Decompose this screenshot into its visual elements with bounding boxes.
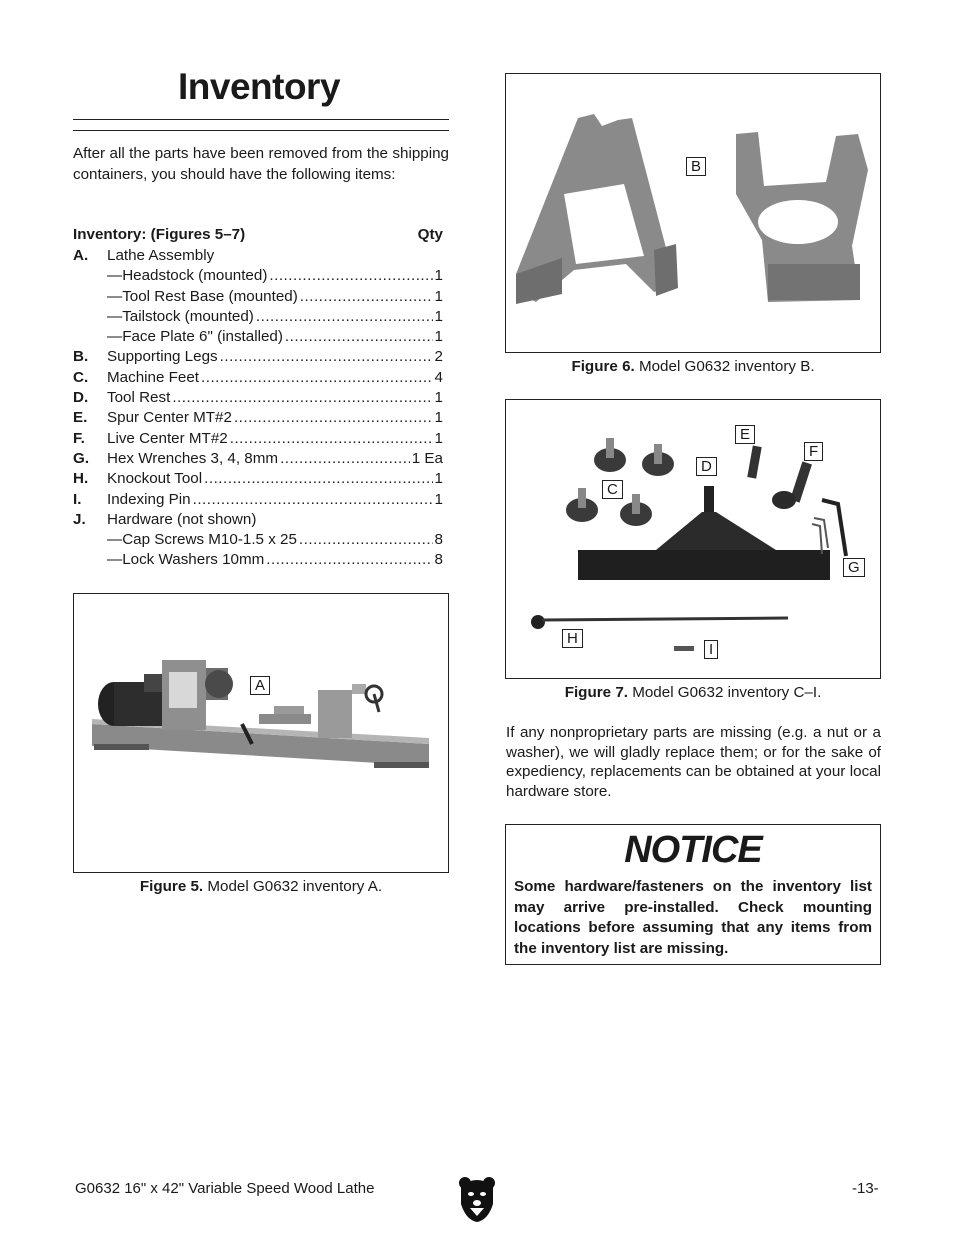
inventory-item-qty: 1 bbox=[434, 328, 443, 346]
inventory-item-qty: 1 bbox=[434, 429, 443, 447]
title-rule-bottom bbox=[73, 130, 449, 131]
inventory-item-qty: 4 bbox=[434, 368, 443, 386]
inventory-item-body bbox=[107, 287, 443, 307]
figure-label-g: G bbox=[843, 558, 865, 577]
inventory-item-letter: B. bbox=[73, 348, 89, 366]
inventory-item-qty: 1 bbox=[434, 267, 443, 285]
figure-6-caption bbox=[505, 358, 881, 375]
intro-paragraph: After all the parts have been removed from the shipping containers, you should have the following items: bbox=[73, 145, 449, 183]
inventory-list bbox=[73, 246, 443, 571]
inventory-item-qty: 1 Ea bbox=[411, 449, 443, 467]
inventory-item-name: Hardware (not shown) bbox=[107, 510, 257, 528]
inventory-item-body bbox=[107, 490, 443, 510]
inventory-item-letter: G. bbox=[73, 449, 90, 467]
inventory-item-body bbox=[107, 449, 443, 469]
inventory-item-body bbox=[107, 550, 443, 570]
inventory-item-name: —Tailstock (mounted) bbox=[107, 307, 254, 325]
inventory-item-name: Tool Rest bbox=[107, 389, 171, 407]
inventory-item-leader bbox=[193, 490, 433, 510]
inventory-item-name: —Headstock (mounted) bbox=[107, 267, 268, 285]
inventory-item-name: Machine Feet bbox=[107, 368, 200, 386]
inventory-item bbox=[73, 530, 443, 550]
inventory-item-body bbox=[107, 266, 443, 286]
figure-label-b: B bbox=[686, 157, 706, 176]
inventory-item-leader bbox=[280, 449, 410, 469]
inventory-item-name: —Face Plate 6" (installed) bbox=[107, 328, 283, 346]
inventory-item-name: —Tool Rest Base (mounted) bbox=[107, 287, 298, 305]
inventory-item-leader bbox=[300, 287, 433, 307]
inventory-item-leader bbox=[256, 307, 433, 327]
inventory-item bbox=[73, 266, 443, 286]
inventory-item-name: Lathe Assembly bbox=[107, 247, 215, 264]
inventory-item-letter: J. bbox=[73, 510, 86, 528]
inventory-item bbox=[73, 287, 443, 307]
inventory-item-body bbox=[107, 429, 443, 449]
inventory-item bbox=[73, 469, 443, 489]
figure-5-text: Model G0632 inventory A. bbox=[203, 878, 383, 895]
inventory-item bbox=[73, 246, 443, 266]
figure-5-frame bbox=[73, 593, 449, 873]
inventory-item bbox=[73, 368, 443, 388]
inventory-header-qty: Qty bbox=[417, 226, 443, 243]
title-rule-top bbox=[73, 119, 449, 120]
inventory-item bbox=[73, 550, 443, 570]
figure-7-number: Figure 7. bbox=[564, 684, 628, 701]
missing-parts-paragraph: If any nonproprietary parts are missing (e.g. a nut or a washer), we will gladly replace them; or for the sake of expediency, replacements can be obtained at your local hardware store. bbox=[506, 724, 881, 800]
figure-6-number: Figure 6. bbox=[571, 358, 635, 375]
inventory-item-qty: 1 bbox=[434, 389, 443, 407]
inventory-item-leader bbox=[201, 368, 433, 388]
inventory-item-letter: A. bbox=[73, 247, 89, 264]
footer-model: G0632 16" x 42" Variable Speed Wood Lathe bbox=[75, 1180, 375, 1197]
inventory-item-leader bbox=[299, 530, 433, 550]
figure-6-text: Model G0632 inventory B. bbox=[634, 358, 815, 375]
figure-label-f: F bbox=[804, 442, 823, 461]
inventory-item bbox=[73, 449, 443, 469]
inventory-item-name: Supporting Legs bbox=[107, 348, 218, 366]
figure-label-c: C bbox=[602, 480, 623, 499]
inventory-item-qty: 1 bbox=[434, 307, 443, 325]
inventory-item-letter: I. bbox=[73, 490, 82, 508]
inventory-header bbox=[73, 226, 443, 243]
inventory-item-body bbox=[107, 388, 443, 408]
inventory-item-body bbox=[107, 368, 443, 388]
figure-7-caption bbox=[505, 684, 881, 701]
inventory-item bbox=[73, 388, 443, 408]
inventory-item-leader bbox=[172, 388, 432, 408]
lathe-assembly-image bbox=[74, 594, 448, 872]
inventory-item-body bbox=[107, 246, 443, 266]
inventory-item-name: Live Center MT#2 bbox=[107, 429, 228, 447]
inventory-item-leader bbox=[230, 429, 433, 449]
inventory-item-qty: 1 bbox=[434, 409, 443, 427]
figure-label-i: I bbox=[704, 640, 718, 659]
inventory-item bbox=[73, 307, 443, 327]
inventory-item-body bbox=[107, 307, 443, 327]
inventory-item bbox=[73, 327, 443, 347]
inventory-item-qty: 8 bbox=[434, 531, 443, 549]
inventory-item-letter: H. bbox=[73, 470, 89, 488]
inventory-item-letter: E. bbox=[73, 409, 88, 427]
inventory-item bbox=[73, 490, 443, 510]
inventory-item-leader bbox=[220, 347, 433, 367]
inventory-item bbox=[73, 429, 443, 449]
bear-logo-icon bbox=[458, 1176, 496, 1222]
inventory-item-body bbox=[107, 408, 443, 428]
inventory-item-qty: 2 bbox=[434, 348, 443, 366]
notice-text: Some hardware/fasteners on the inventory list may arrive pre-installed. Check mounting locations before assuming that any items from the inventory list are missing. bbox=[514, 878, 872, 957]
inventory-item-name: Hex Wrenches 3, 4, 8mm bbox=[107, 449, 279, 467]
figure-5-caption bbox=[73, 878, 449, 895]
inventory-item-qty: 1 bbox=[434, 490, 443, 508]
inventory-item-leader bbox=[234, 408, 433, 428]
figure-label-h: H bbox=[562, 629, 583, 648]
figure-label-d: D bbox=[696, 457, 717, 476]
inventory-item-name: Knockout Tool bbox=[107, 470, 203, 488]
inventory-item-body bbox=[107, 530, 443, 550]
inventory-item-letter: C. bbox=[73, 368, 89, 386]
inventory-item-leader bbox=[204, 469, 432, 489]
inventory-item-name: —Lock Washers 10mm bbox=[107, 551, 265, 569]
supporting-legs-image bbox=[506, 74, 880, 352]
figure-7-frame bbox=[505, 399, 881, 679]
inventory-item bbox=[73, 510, 443, 530]
inventory-item bbox=[73, 408, 443, 428]
inventory-item-body bbox=[107, 469, 443, 489]
inventory-item-body bbox=[107, 327, 443, 347]
figure-7-text: Model G0632 inventory C–I. bbox=[627, 684, 822, 701]
inventory-item bbox=[73, 347, 443, 367]
inventory-item-leader bbox=[266, 550, 432, 570]
page-title: Inventory bbox=[178, 66, 341, 107]
footer-page-number: -13- bbox=[852, 1180, 879, 1197]
notice-title: NOTICE bbox=[624, 829, 762, 871]
notice-box bbox=[505, 824, 881, 965]
inventory-item-qty: 8 bbox=[434, 551, 443, 569]
figure-label-a: A bbox=[250, 676, 270, 695]
inventory-item-name: Spur Center MT#2 bbox=[107, 409, 232, 427]
inventory-item-qty: 1 bbox=[434, 470, 443, 488]
inventory-item-leader bbox=[269, 266, 432, 286]
figure-6-frame bbox=[505, 73, 881, 353]
inventory-header-label: Inventory: (Figures 5–7) bbox=[73, 226, 246, 243]
inventory-item-leader bbox=[285, 327, 433, 347]
inventory-item-letter: D. bbox=[73, 389, 89, 407]
figure-5-number: Figure 5. bbox=[139, 878, 204, 895]
inventory-item-name: —Cap Screws M10-1.5 x 25 bbox=[107, 531, 297, 549]
inventory-item-qty: 1 bbox=[434, 287, 443, 305]
inventory-item-name: Indexing Pin bbox=[107, 490, 191, 508]
inventory-item-body bbox=[107, 347, 443, 367]
inventory-item-letter: F. bbox=[73, 429, 85, 447]
figure-label-e: E bbox=[735, 425, 755, 444]
inventory-item-body bbox=[107, 510, 443, 530]
